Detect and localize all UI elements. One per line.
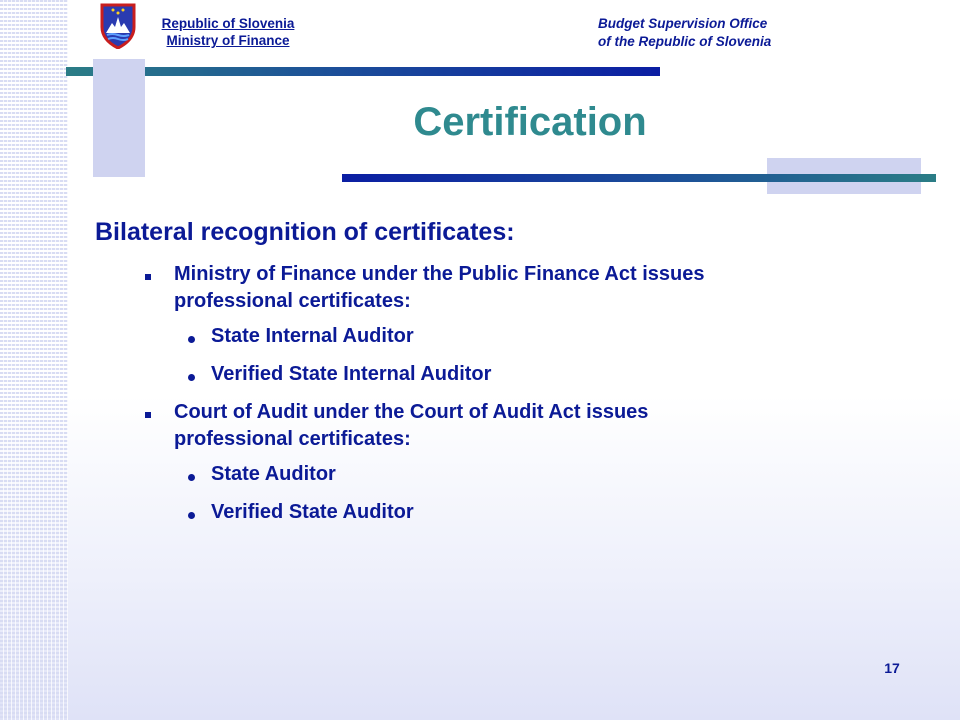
header-ministry-name: Ministry of Finance — [166, 33, 290, 48]
header-ministry — [148, 15, 308, 49]
decorative-stripes — [0, 0, 68, 720]
round-bullet-icon — [188, 512, 195, 519]
round-bullet-icon — [188, 374, 195, 381]
content-heading: Bilateral recognition of certificates: — [95, 218, 515, 246]
title-underline-bar — [342, 174, 936, 182]
round-bullet-icon — [188, 474, 195, 481]
sub-list-item — [95, 461, 915, 488]
header-office-line1: Budget Supervision Office — [598, 16, 768, 31]
square-bullet-icon — [145, 274, 151, 280]
list-item — [95, 261, 915, 315]
sub-list-item-text: State Internal Auditor — [211, 325, 414, 347]
slide-content — [95, 216, 915, 537]
sub-list-item-text: Verified State Auditor — [211, 501, 414, 523]
header-country: Republic of Slovenia — [161, 16, 295, 31]
bullet-list — [95, 261, 915, 526]
list-item-line2: professional certificates: — [174, 290, 411, 312]
list-item-line1: Ministry of Finance under the Public Finance Act issues — [174, 263, 705, 285]
sub-list-item — [95, 323, 915, 350]
vertical-accent-block — [93, 59, 145, 177]
header-office — [598, 15, 838, 51]
sub-list-item-text: State Auditor — [211, 463, 336, 485]
page-number: 17 — [884, 660, 900, 676]
sub-list-item — [95, 499, 915, 526]
sub-list-item — [95, 361, 915, 388]
round-bullet-icon — [188, 336, 195, 343]
square-bullet-icon — [145, 412, 151, 418]
list-item-line1: Court of Audit under the Court of Audit Act issues — [174, 401, 649, 423]
list-item-line2: professional certificates: — [174, 428, 411, 450]
header-office-line2: of the Republic of Slovenia — [598, 34, 772, 49]
sub-list-item-text: Verified State Internal Auditor — [211, 363, 492, 385]
slide-title: Certification — [413, 100, 647, 144]
list-item — [95, 399, 915, 453]
top-accent-bar — [66, 67, 660, 76]
slovenia-coat-of-arms-icon — [100, 3, 136, 49]
